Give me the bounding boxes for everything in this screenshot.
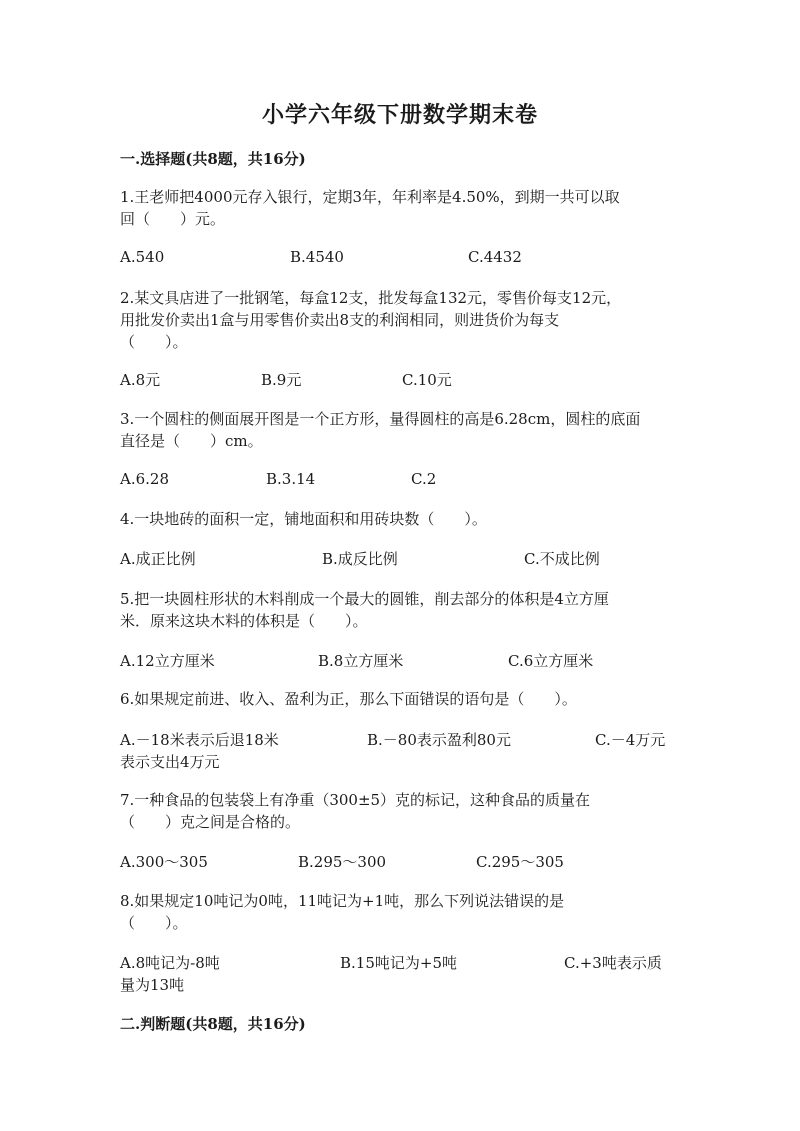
options-2: [120, 369, 680, 391]
question-8: [120, 890, 680, 934]
option-a: A.12立方厘米: [120, 652, 215, 670]
question-text: 6.如果规定前进、收入、盈利为正，那么下面错误的语句是（ ）。: [120, 690, 577, 708]
question-text: 5.把一块圆柱形状的木料削成一个最大的圆锥，削去部分的体积是4立方厘: [120, 590, 609, 608]
option-c: C.295～305: [476, 853, 564, 871]
option-c: C.不成比例: [524, 550, 600, 568]
option-a: A.8元: [120, 371, 161, 389]
option-c: C.－4万元: [595, 731, 666, 749]
option-c: C.10元: [402, 371, 452, 389]
option-b: B.3.14: [266, 470, 316, 488]
question-text: （ ）。: [120, 914, 188, 932]
question-text: 用批发价卖出1盒与用零售价卖出8支的利润相同，则进货价为每支: [120, 311, 560, 329]
option-b: B.8立方厘米: [318, 652, 404, 670]
question-text: （ ）克之间是合格的。: [120, 813, 301, 831]
page-title: 小学六年级下册数学期末卷: [261, 102, 538, 128]
option-a: A.8吨记为-8吨: [120, 954, 220, 972]
options-1: [120, 248, 680, 270]
option-a: A.300～305: [120, 853, 208, 871]
options-7: [120, 851, 680, 873]
section-heading-choice: 一.选择题(共8题，共16分): [120, 150, 306, 168]
question-text: 7.一种食品的包装袋上有净重（300±5）克的标记，这种食品的质量在: [120, 791, 591, 809]
option-c: C.2: [411, 470, 437, 488]
question-1: [120, 186, 680, 230]
question-text: 直径是（ ）cm。: [120, 432, 263, 450]
question-text: 2.某文具店进了一批钢笔，每盒12支，批发每盒132元，零售价每支12元，: [120, 289, 622, 307]
option-c: C.+3吨表示质: [564, 954, 662, 972]
options-4: [120, 548, 680, 570]
options-8: [120, 952, 680, 974]
option-b: B.4540: [290, 248, 344, 266]
option-c: C.4432: [468, 248, 522, 266]
option-a: A.成正比例: [120, 550, 196, 568]
option-a: A.6.28: [120, 470, 169, 488]
question-text: 米．原来这块木料的体积是（ ）。: [120, 612, 368, 630]
question-text: 1.王老师把4000元存入银行，定期3年，年利率是4.50%，到期一共可以取: [120, 188, 620, 206]
section-heading-judgment: 二.判断题(共8题，共16分): [120, 1015, 306, 1033]
question-text: 4.一块地砖的面积一定，铺地面积和用砖块数（ ）。: [120, 510, 487, 528]
option-c-continuation: 量为13吨: [120, 976, 185, 994]
options-6: [120, 729, 680, 751]
question-5: [120, 588, 680, 632]
question-7: [120, 789, 680, 833]
question-text: 3.一个圆柱的侧面展开图是一个正方形，量得圆柱的高是6.28cm，圆柱的底面: [120, 410, 641, 428]
question-3: [120, 408, 680, 452]
question-4: [120, 508, 680, 530]
option-b: B.成反比例: [322, 550, 398, 568]
question-text: （ ）。: [120, 333, 188, 351]
question-6: [120, 688, 680, 710]
option-c-continuation: 表示支出4万元: [120, 753, 220, 771]
question-text: 回（ ）元。: [120, 210, 226, 228]
option-a: A.－18米表示后退18米: [120, 731, 279, 749]
option-b: B.9元: [261, 371, 302, 389]
option-c: C.6立方厘米: [508, 652, 594, 670]
option-a: A.540: [120, 248, 165, 266]
options-5: [120, 650, 680, 672]
question-text: 8.如果规定10吨记为0吨，11吨记为+1吨，那么下列说法错误的是: [120, 892, 565, 910]
option-b: B.295～300: [298, 853, 387, 871]
option-b: B.15吨记为+5吨: [340, 954, 457, 972]
option-b: B.－80表示盈利80元: [367, 731, 511, 749]
question-2: [120, 287, 680, 353]
options-3: [120, 470, 680, 492]
